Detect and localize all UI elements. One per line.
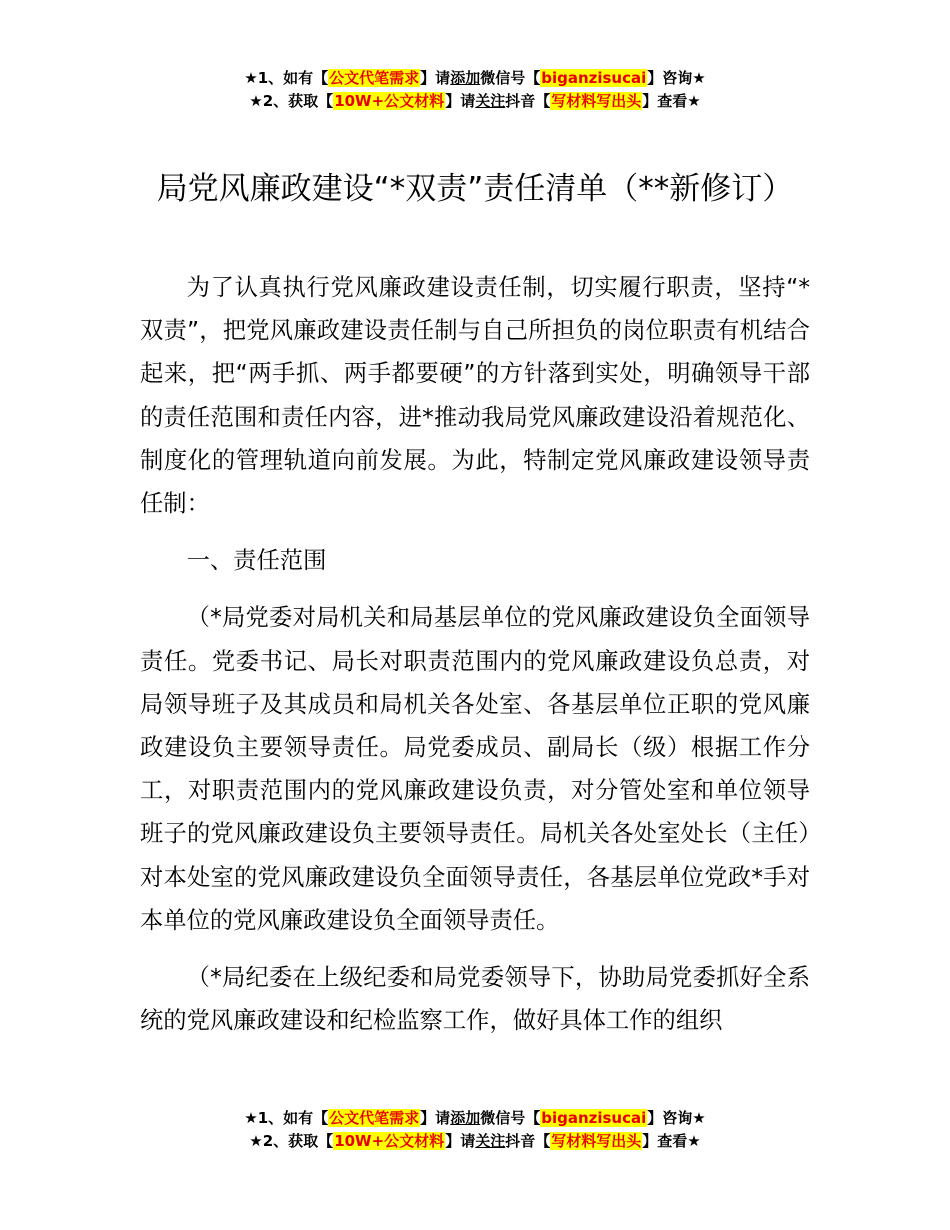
banner-text: ★1、如有【 <box>244 69 329 87</box>
banner-highlight: 10W+公文材料 <box>334 1132 445 1150</box>
banner-text: 】咨询★ <box>647 69 706 87</box>
banner-text: 微信号【 <box>480 69 541 87</box>
top-banner <box>0 67 950 113</box>
banner-highlight: biganzisucai <box>541 69 647 87</box>
banner-text: 微信号【 <box>480 1109 541 1127</box>
banner-highlight: 写材料写出头 <box>551 92 642 110</box>
banner-text: ★1、如有【 <box>244 1109 329 1127</box>
banner-text: 抖音【 <box>505 92 551 110</box>
banner-highlight: biganzisucai <box>541 1109 647 1127</box>
banner-highlight: 公文代笔需求 <box>329 1109 420 1127</box>
document-body <box>140 266 810 1042</box>
banner-text: 】请 <box>420 69 451 87</box>
paragraph: （*局党委对局机关和局基层单位的党风廉政建设负全面领导责任。党委书记、局长对职责范围内的党风廉政建设负总责，对局领导班子及其成员和局机关各处室、各基层单位正职的党风廉政建设负主要领导责任。局党委成员、副局长（级）根据工作分工，对职责范围内的党风廉政建设负责，对分管处室和单位领导班子的党风廉政建设负主要领导责任。局机关各处室处长（主任）对本处室的党风廉政建设负全面领导责任，各基层单位党政*手对本单位的党风廉政建设负全面领导责任。 <box>140 604 810 934</box>
bottom-banner <box>0 1107 950 1153</box>
paragraph-intro: 为了认真执行党风廉政建设责任制，切实履行职责，坚持“*双责”，把党风廉政建设责任制与自己所担负的岗位职责有机结合起来，把“两手抓、两手都要硬”的方针落到实处，明确领导干部的责任范围和责任内容，进*推动我局党风廉政建设沿着规范化、制度化的管理轨道向前发展。为此，特制定党风廉政建设领导责任制： <box>140 274 810 518</box>
banner-text: 】请 <box>445 92 476 110</box>
banner-highlight: 10W+公文材料 <box>334 92 445 110</box>
banner-underlined: 添加 <box>450 1109 481 1127</box>
banner-underlined: 添加 <box>450 69 481 87</box>
banner-text: 】查看★ <box>642 1132 701 1150</box>
banner-text: 】请 <box>445 1132 476 1150</box>
section-heading: 一、责任范围 <box>186 547 327 575</box>
banner-text: 】查看★ <box>642 92 701 110</box>
banner-text: 抖音【 <box>505 1132 551 1150</box>
banner-highlight: 写材料写出头 <box>551 1132 642 1150</box>
banner-line-2 <box>0 1130 950 1153</box>
banner-text: 】请 <box>420 1109 451 1127</box>
banner-underlined: 关注 <box>475 1132 506 1150</box>
banner-highlight: 公文代笔需求 <box>329 69 420 87</box>
banner-text: 】咨询★ <box>647 1109 706 1127</box>
banner-line-2 <box>0 90 950 113</box>
banner-text: ★2、获取【 <box>249 92 334 110</box>
paragraph: （*局纪委在上级纪委和局党委领导下，协助局党委抓好全系统的党风廉政建设和纪检监察工作，做好具体工作的组织 <box>140 964 810 1035</box>
banner-line-1 <box>0 67 950 90</box>
banner-text: ★2、获取【 <box>249 1132 334 1150</box>
banner-line-1 <box>0 1107 950 1130</box>
document-title: 局党风廉政建设“*双责”责任清单（**新修订） <box>156 171 794 207</box>
banner-underlined: 关注 <box>475 92 506 110</box>
